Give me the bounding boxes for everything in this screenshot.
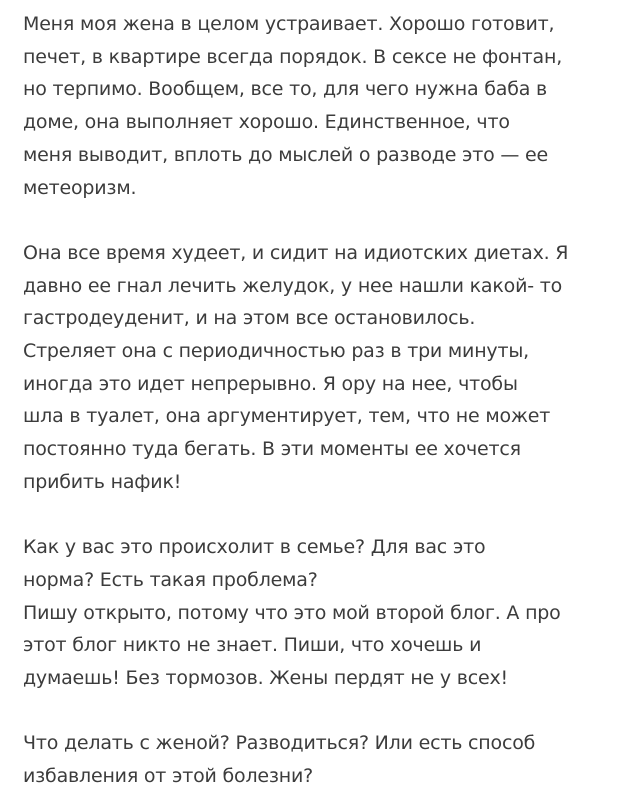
- text-line: думаешь! Без тормозов. Жены пердят не у всех!: [23, 667, 508, 690]
- post-body: [23, 8, 631, 793]
- text-line: шла в туалет, она аргументирует, тем, что не может: [23, 405, 551, 428]
- text-line: прибить нафик!: [23, 470, 182, 493]
- text-line: избавления от этой болезни?: [23, 765, 314, 788]
- text-line: меня выводит, вплоть до мыслей о разводе это — ее: [23, 143, 549, 166]
- text-line: Стреляет она с периодичностью раз в три минуты,: [23, 340, 529, 363]
- text-line: Что делать с женой? Разводиться? Или есть способ: [23, 732, 536, 755]
- paragraph-3: [23, 531, 631, 695]
- text-line: этот блог никто не знает. Пиши, что хочешь и: [23, 634, 482, 657]
- paragraph-2: [23, 237, 631, 499]
- text-line: Пишу открыто, потому что это мой второй блог. А про: [23, 601, 561, 624]
- text-line: гастродеуденит, и на этом все остановилось.: [23, 307, 476, 330]
- text-line: печет, в квартире всегда порядок. В сексе не фонтан,: [23, 45, 563, 68]
- text-line: Как у вас это происхолит в семье? Для вас это: [23, 536, 486, 559]
- text-line: постоянно туда бегать. В эти моменты ее хочется: [23, 438, 521, 461]
- text-line: метеоризм.: [23, 176, 137, 199]
- text-line: иногда это идет непрерывно. Я ору на нее, чтобы: [23, 372, 518, 395]
- text-line: норма? Есть такая проблема?: [23, 568, 318, 591]
- text-line: доме, она выполняет хорошо. Единственное, что: [23, 111, 510, 134]
- text-line: Меня моя жена в целом устраивает. Хорошо готовит,: [23, 13, 555, 35]
- text-line: но терпимо. Вообщем, все то, для чего нужна баба в: [23, 78, 548, 101]
- text-line: Она все время худеет, и сидит на идиотских диетах. Я: [23, 241, 569, 264]
- text-line: давно ее гнал лечить желудок, у нее нашли какой- то: [23, 274, 563, 297]
- paragraph-4: [23, 727, 631, 792]
- paragraph-1: [23, 8, 631, 204]
